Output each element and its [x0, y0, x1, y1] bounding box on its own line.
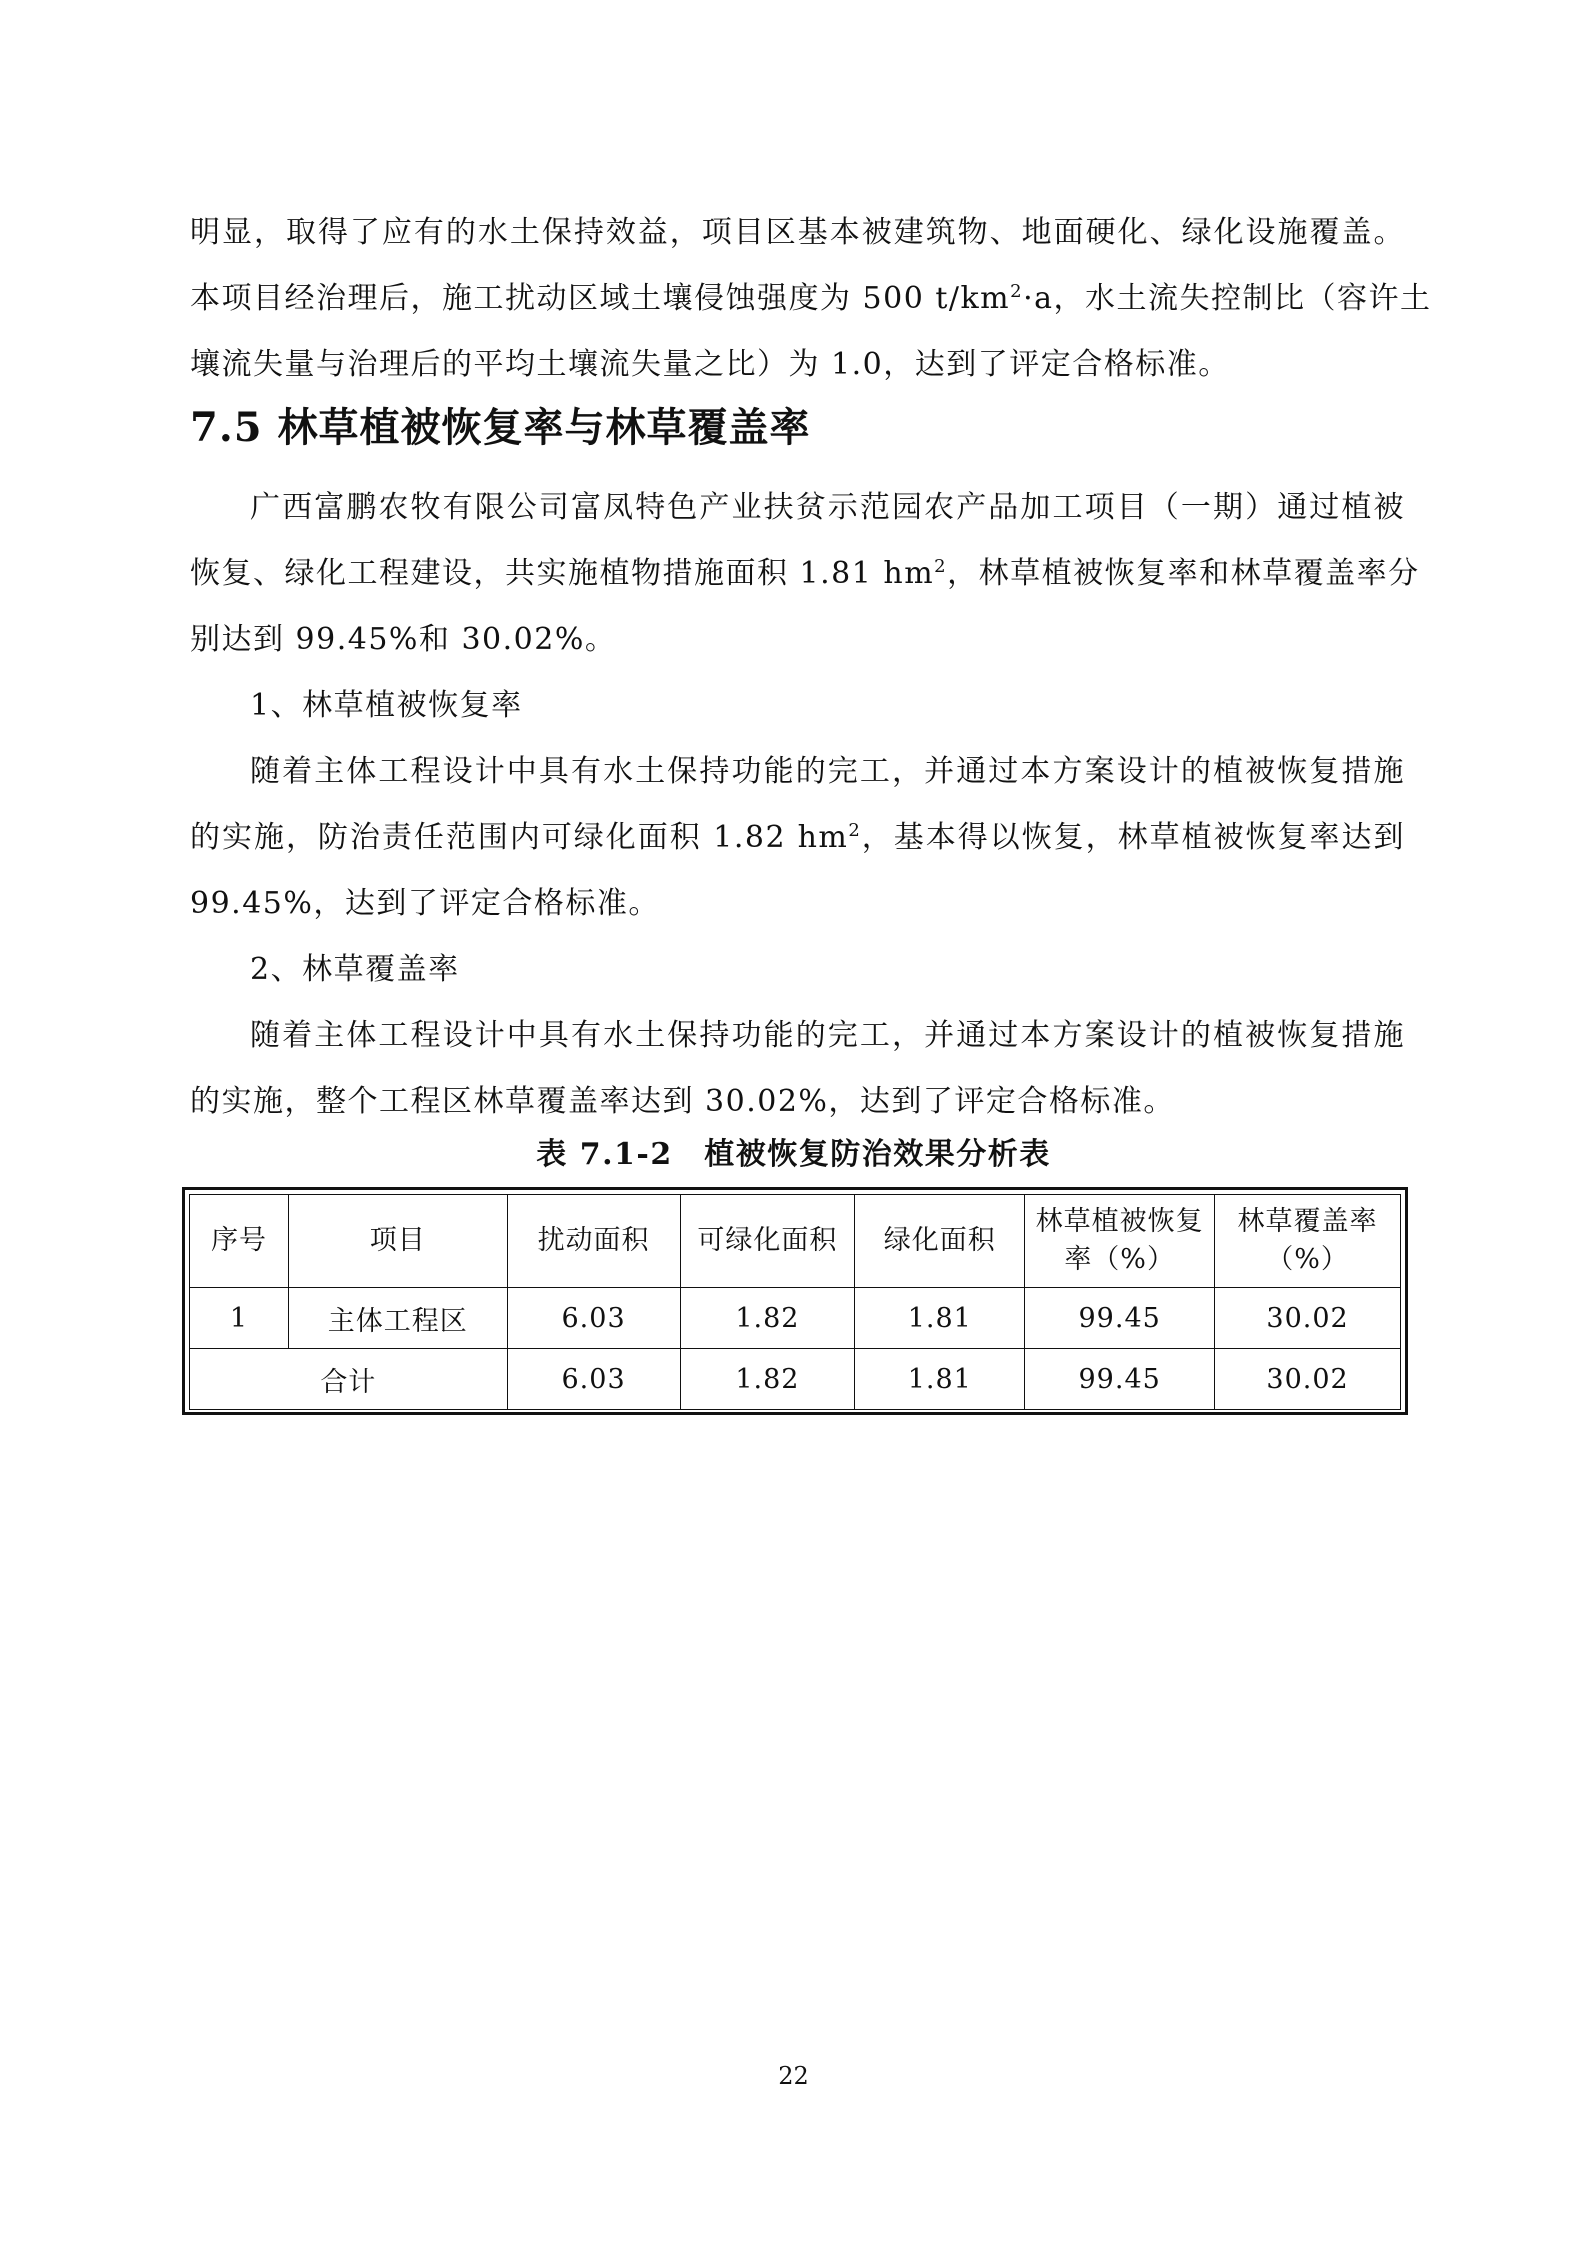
header-cell: 项目 — [288, 1195, 507, 1288]
page-number: 22 — [778, 2062, 809, 2090]
table-cell: 99.45 — [1025, 1349, 1215, 1410]
table-cell: 1.82 — [680, 1288, 855, 1349]
table-header-row — [190, 1195, 1401, 1288]
paragraph1-line2-text: 本项目经治理后，施工扰动区域土壤侵蚀强度为 500 t/km — [190, 281, 1011, 316]
header-cell: 序号 — [190, 1195, 289, 1288]
paragraph2-line3: 别达到 99.45%和 30.02%。 — [190, 622, 617, 657]
paragraph4-line1: 随着主体工程设计中具有水土保持功能的完工，并通过本方案设计的植被恢复措施 — [250, 1018, 1405, 1053]
table-cell: 1.81 — [855, 1288, 1025, 1349]
total-label-cell: 合计 — [190, 1349, 508, 1410]
header-cell: 林草植被恢复率（%） — [1025, 1195, 1215, 1288]
table-cell: 99.45 — [1025, 1288, 1215, 1349]
paragraph2-line2 — [190, 541, 1420, 607]
table-cell: 30.02 — [1215, 1288, 1401, 1349]
paragraph4-line2: 的实施，整个工程区林草覆盖率达到 30.02%，达到了评定合格标准。 — [190, 1084, 1175, 1119]
superscript: 2 — [848, 820, 862, 841]
table-caption: 表 7.1-2 植被恢复防治效果分析表 — [536, 1137, 1051, 1172]
superscript: 2 — [1010, 281, 1024, 302]
table-total-row — [190, 1349, 1401, 1410]
table-row — [190, 1288, 1401, 1349]
header-cell: 可绿化面积 — [680, 1195, 855, 1288]
table-frame — [182, 1187, 1408, 1415]
item2-title: 2、林草覆盖率 — [250, 952, 460, 987]
paragraph3-line1: 随着主体工程设计中具有水土保持功能的完工，并通过本方案设计的植被恢复措施 — [250, 754, 1405, 789]
paragraph2-line2-text-b: ，林草植被恢复率和林草覆盖率分 — [947, 556, 1420, 591]
paragraph2-line2-text: 恢复、绿化工程建设，共实施植物措施面积 1.81 hm — [190, 556, 935, 591]
table-cell: 1 — [190, 1288, 289, 1349]
header-cell: 绿化面积 — [855, 1195, 1025, 1288]
table-cell: 30.02 — [1215, 1349, 1401, 1410]
paragraph3-line2-text: 的实施，防治责任范围内可绿化面积 1.82 hm — [190, 820, 849, 855]
paragraph1-line3: 壤流失量与治理后的平均土壤流失量之比）为 1.0，达到了评定合格标准。 — [190, 347, 1230, 382]
paragraph1-line1: 明显，取得了应有的水土保持效益，项目区基本被建筑物、地面硬化、绿化设施覆盖。 — [190, 215, 1405, 250]
header-cell: 林草覆盖率（%） — [1215, 1195, 1401, 1288]
paragraph1-line2 — [190, 266, 1432, 332]
header-cell: 扰动面积 — [507, 1195, 680, 1288]
table-cell: 6.03 — [507, 1349, 680, 1410]
paragraph1-line2-text-b: ·a，水土流失控制比（容许土 — [1023, 281, 1432, 316]
table-cell: 6.03 — [507, 1288, 680, 1349]
paragraph2-line1: 广西富鹏农牧有限公司富凤特色产业扶贫示范园农产品加工项目（一期）通过植被 — [250, 490, 1405, 525]
section-heading: 7.5 林草植被恢复率与林草覆盖率 — [190, 404, 811, 451]
superscript: 2 — [934, 556, 948, 577]
table-cell: 1.81 — [855, 1349, 1025, 1410]
paragraph3-line3: 99.45%，达到了评定合格标准。 — [190, 886, 660, 921]
paragraph3-line2 — [190, 805, 1405, 871]
vegetation-table — [189, 1194, 1401, 1410]
table-cell: 主体工程区 — [288, 1288, 507, 1349]
paragraph3-line2-text-b: ，基本得以恢复，林草植被恢复率达到 — [861, 820, 1406, 855]
table-cell: 1.82 — [680, 1349, 855, 1410]
item1-title: 1、林草植被恢复率 — [250, 688, 523, 723]
